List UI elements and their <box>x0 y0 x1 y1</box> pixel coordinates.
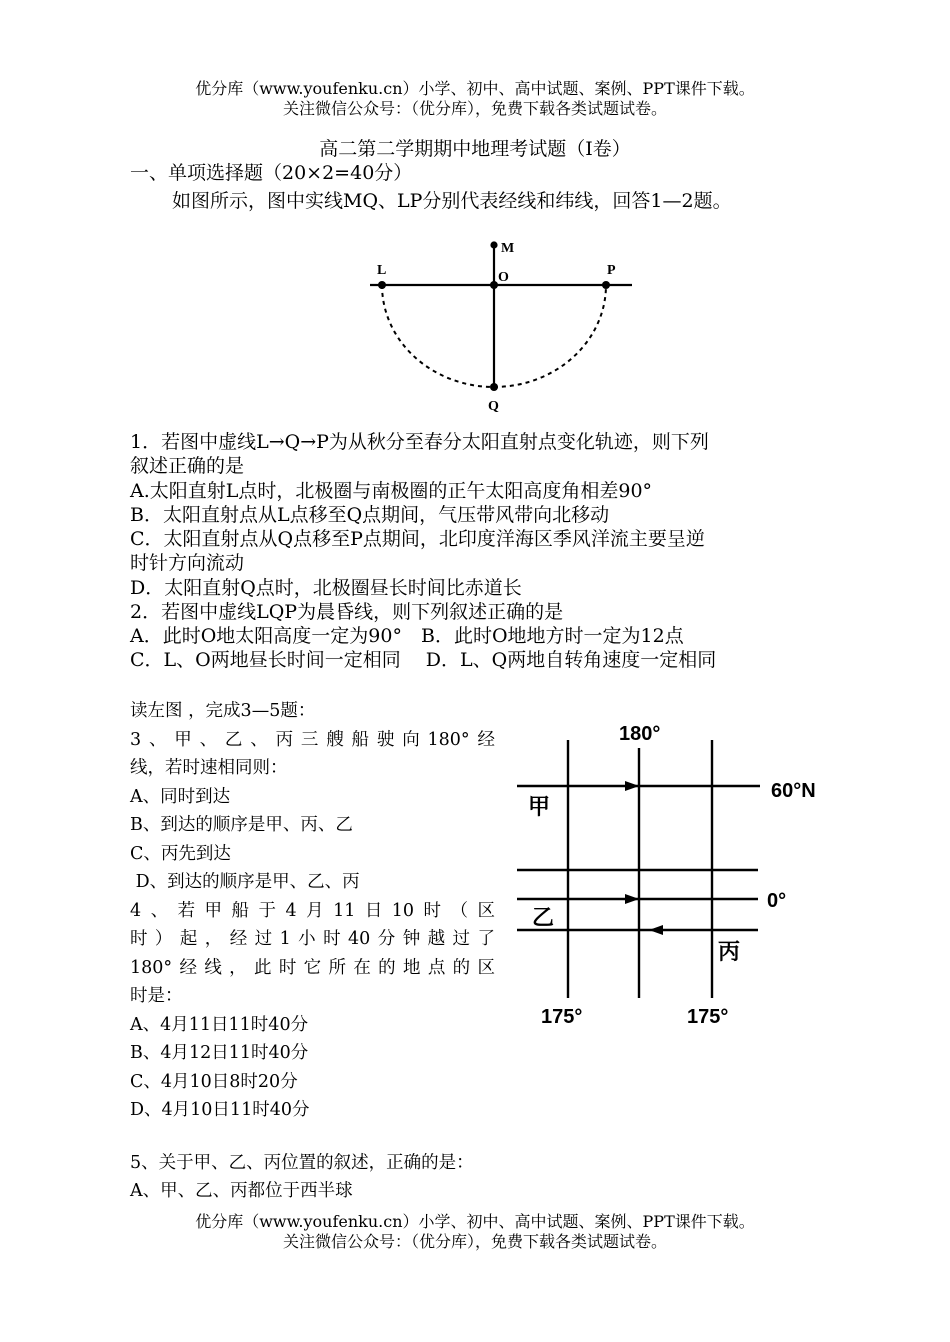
point-O <box>490 281 498 289</box>
label-P: P <box>607 263 616 278</box>
label-175-right: 175° <box>687 1006 729 1028</box>
q1-option-a: A.太阳直射L点时，北极圈与南极圈的正午太阳高度角相差90° <box>130 480 653 502</box>
q4-option-a: A、4月11日11时40分 <box>130 1014 309 1035</box>
label-ship-jia: 甲 <box>528 795 551 820</box>
label-60n: 60°N <box>771 780 816 802</box>
q5-stem: 5、关于甲、乙、丙位置的叙述，正确的是： <box>130 1153 474 1173</box>
q4-option-b: B、4月12日11时40分 <box>130 1043 309 1063</box>
label-M: M <box>501 241 515 256</box>
label-L: L <box>377 263 387 278</box>
q2-options-ab: A．此时O地太阳高度一定为90° B．此时O地地方时一定为12点 <box>130 625 684 647</box>
q4-stem-line3: 180°经线，此时它所在的地点的区 <box>130 957 495 978</box>
label-equator: 0° <box>767 890 787 912</box>
q1-option-b: B．太阳直射点从L点移至Q点期间，气压带风带向北移动 <box>130 504 610 526</box>
q1-stem-line2: 叙述正确的是 <box>130 455 245 477</box>
point-Q <box>490 383 498 391</box>
label-180: 180° <box>619 723 661 745</box>
point-P <box>602 281 610 289</box>
q1-stem-line1: 1．若图中虚线L→Q→P为从秋分至春分太阳直射点变化轨迹，则下列 <box>130 431 709 453</box>
q1-option-d: D．太阳直射Q点时，北极圈昼长时间比赤道长 <box>130 577 522 599</box>
label-ship-yi: 乙 <box>532 906 555 931</box>
point-L <box>378 281 386 289</box>
label-O: O <box>498 270 509 285</box>
read-figure-intro: 读左图 ，完成3—5题： <box>130 701 316 721</box>
questions-3-4-column <box>130 697 495 1125</box>
figure-latitude-longitude <box>360 228 640 418</box>
arrow-jia-east <box>625 781 639 791</box>
q5-option-a: A、甲、乙、丙都位于西半球 <box>130 1181 353 1201</box>
q4-option-c: C、4月10日8时20分 <box>130 1071 298 1092</box>
q4-option-d: D、4月10日11时40分 <box>130 1100 310 1120</box>
q4-stem-line1: 4、若甲船于4月11日10时（区 <box>130 900 495 921</box>
q3-option-a: A、同时到达 <box>130 786 231 807</box>
q1-option-c-line1: C．太阳直射点从Q点移至P点期间，北印度洋海区季风洋流主要呈逆 <box>130 528 705 550</box>
label-175-left: 175° <box>541 1006 583 1028</box>
label-ship-bing: 丙 <box>718 940 741 965</box>
footer-line-2: 关注微信公众号：（优分库），免费下载各类试题试卷。 <box>282 1232 667 1251</box>
q2-stem: 2．若图中虚线LQP为晨昏线，则下列叙述正确的是 <box>130 601 564 623</box>
point-M <box>490 241 497 248</box>
q2-options-cd: C．L、O两地昼长时间一定相同 D．L、Q两地自转角速度一定相同 <box>130 649 717 671</box>
q4-stem-line2: 时）起，经过1小时40分钟越过了 <box>130 929 495 949</box>
q3-option-d: D、到达的顺序是甲、乙、丙 <box>130 872 360 892</box>
header-line-2: 关注微信公众号：（优分库），免费下载各类试题试卷。 <box>282 99 667 118</box>
header-line-1: 优分库（www.youfenku.cn）小学、初中、高中试题、案例、PPT课件下载。 <box>195 79 755 98</box>
q3-option-c: C、丙先到达 <box>130 843 231 864</box>
q3-stem-line2: 线，若时速相同则： <box>130 758 288 778</box>
section-intro: 如图所示，图中实线MQ、LP分别代表经线和纬线，回答1—2题。 <box>172 190 732 212</box>
q4-stem-line4: 时是： <box>130 986 183 1006</box>
q1-option-c-line2: 时针方向流动 <box>130 552 245 574</box>
exam-title: 高二第二学期期中地理考试题（Ⅰ卷） <box>319 138 631 160</box>
arrow-yi-east <box>625 894 639 904</box>
footer-line-1: 优分库（www.youfenku.cn）小学、初中、高中试题、案例、PPT课件下载。 <box>195 1212 755 1231</box>
section-heading: 一、单项选择题（20×2=40分） <box>130 162 413 184</box>
label-Q: Q <box>488 399 499 414</box>
q3-stem-line1: 3、甲、乙、丙三艘船驶向180°经 <box>130 729 495 750</box>
figure-date-line-map <box>505 708 835 1048</box>
q3-option-b: B、到达的顺序是甲、丙、乙 <box>130 815 353 835</box>
arrow-bing-west <box>649 925 663 935</box>
